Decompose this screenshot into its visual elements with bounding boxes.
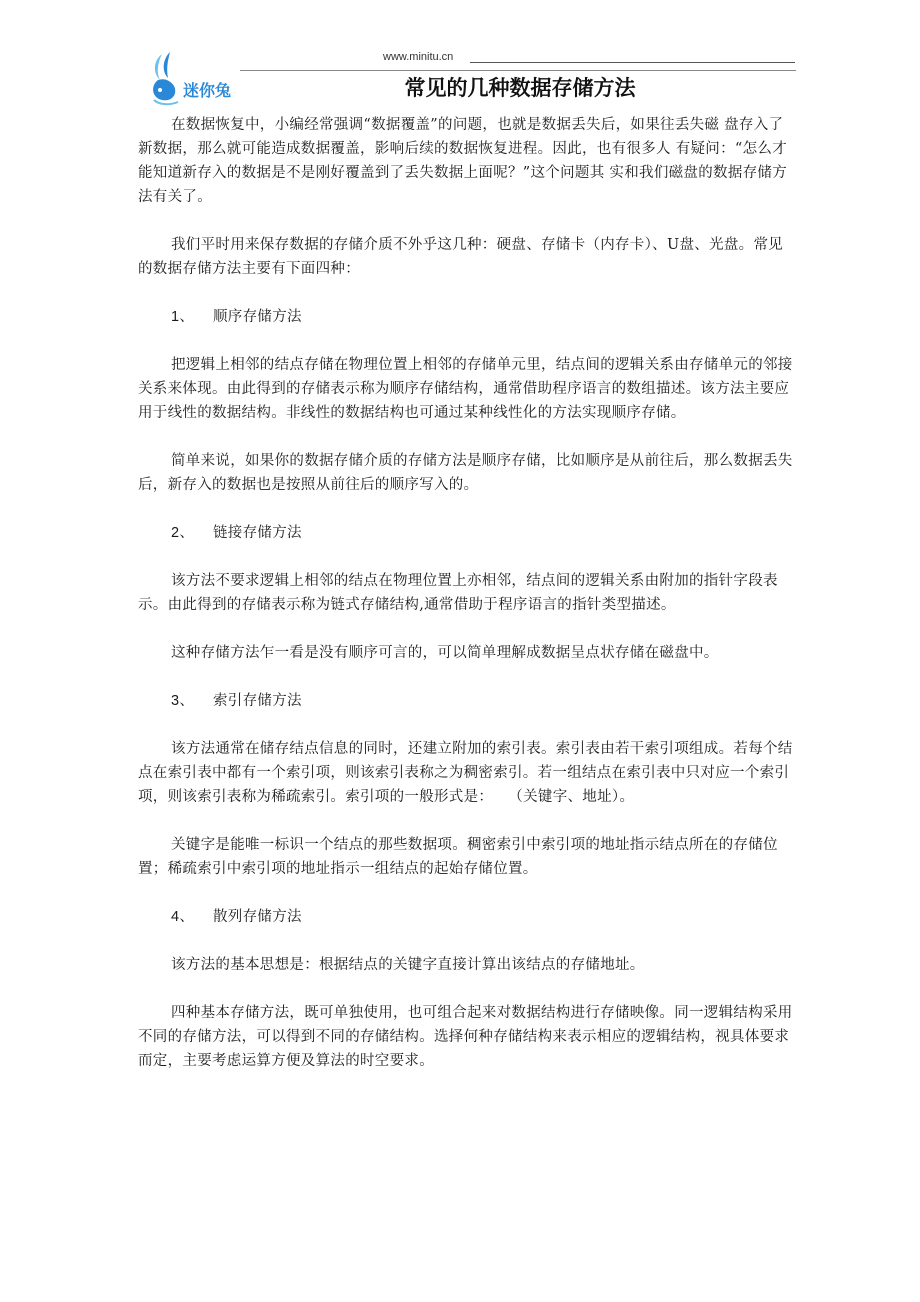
section-title: 散列存储方法 [213,909,302,925]
header-url[interactable]: www.minitu.cn [383,51,454,63]
paragraph-intro-2: 我们平时用来保存数据的存储介质不外乎这几种：硬盘、存储卡（内存卡）、U盘、光盘。常见的数据存储方法主要有下面四种： [138,237,784,277]
paragraph-s3-1: 该方法通常在储存结点信息的同时，还建立附加的索引表。索引表由若干索引项组成。若每个结点在索引表中都有一个索引项，则该索引表称之为稠密索引。若一组结点在索引表中只对应一个索引项，则该索引表称为稀疏索引。索引项的一般形式是： （关键字、地址）。 [138,741,793,805]
paragraph-s4-1: 该方法的基本思想是：根据结点的关键字直接计算出该结点的存储地址。 [171,957,645,973]
paragraph-s2-1: 该方法不要求逻辑上相邻的结点在物理位置上亦相邻，结点间的逻辑关系由附加的指针字段表示。由此得到的存储表示称为链式存储结构,通常借助于程序语言的指针类型描述。 [138,573,778,613]
section-heading-1 [138,305,796,329]
section-heading-2 [138,521,796,545]
paragraph-s2-2: 这种存储方法乍一看是没有顺序可言的，可以简单理解成数据呈点状存储在磁盘中。 [171,645,719,661]
paragraph-conclusion: 四种基本存储方法，既可单独使用，也可组合起来对数据结构进行存储映像。同一逻辑结构采用不同的存储方法，可以得到不同的存储结构。选择何种存储结构来表示相应的逻辑结构，视具体要求而定，主要考虑运算方便及算法的时空要求。 [138,1005,793,1069]
section-title: 顺序存储方法 [213,309,302,325]
logo-text: 迷你兔 [183,81,232,100]
paragraph-s1-2: 简单来说，如果你的数据存储介质的存储方法是顺序存储，比如顺序是从前往后，那么数据丢失后，新存入的数据也是按照从前往后的顺序写入的。 [138,453,793,493]
section-title: 索引存储方法 [213,693,302,709]
document-title: 常见的几种数据存储方法 [404,76,636,100]
header-url-underline [470,62,795,63]
section-number: 3、 [171,693,195,709]
section-title: 链接存储方法 [213,525,302,541]
section-number: 1、 [171,309,195,325]
header-rule [240,70,796,71]
section-heading-4 [138,905,796,929]
paragraph-s1-1: 把逻辑上相邻的结点存储在物理位置上相邻的存储单元里，结点间的逻辑关系由存储单元的邻接关系来体现。由此得到的存储表示称为顺序存储结构，通常借助程序语言的数组描述。该方法主要应用于线性的数据结构。非线性的数据结构也可通过某种线性化的方法实现顺序存储。 [138,357,793,421]
section-number: 4、 [171,909,195,925]
paragraph-intro-1: 在数据恢复中，小编经常强调“数据覆盖”的问题，也就是数据丢失后，如果往丢失磁 盘存入了新数据，那么就可能造成数据覆盖，影响后续的数据恢复进程。因此，也有很多人 有疑问：“怎么才能知道新存入的数据是不是刚好覆盖到了丢失数据上面呢？”这个问题其 实和我们磁盘的数据存储方法有关了。 [138,117,788,205]
section-number: 2、 [171,525,195,541]
paragraph-s3-2: 关键字是能唯一标识一个结点的那些数据项。稠密索引中索引项的地址指示结点所在的存储位置；稀疏索引中索引项的地址指示一组结点的起始存储位置。 [138,837,778,877]
section-heading-3 [138,689,796,713]
article-body [138,113,796,1073]
